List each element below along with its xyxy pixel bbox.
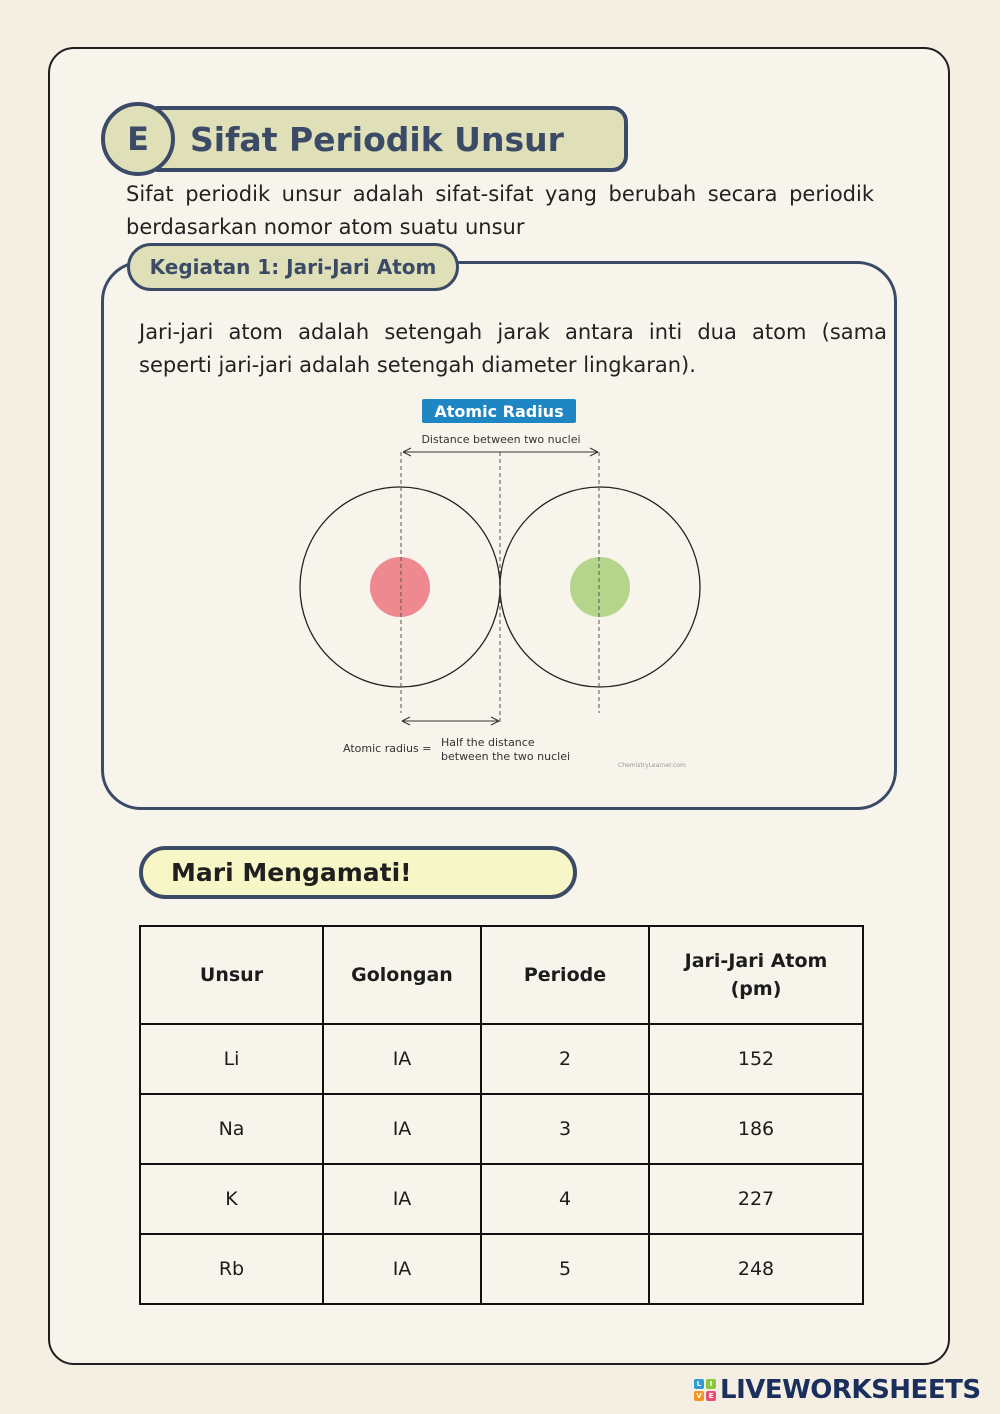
table-cell: 227 bbox=[649, 1164, 863, 1234]
table-row bbox=[140, 1234, 863, 1304]
atomic-radius-table bbox=[139, 925, 864, 1305]
table-cell: 152 bbox=[649, 1024, 863, 1094]
header-periode: Periode bbox=[481, 926, 649, 1024]
table-row bbox=[140, 1024, 863, 1094]
table-cell: 186 bbox=[649, 1094, 863, 1164]
table-cell: Li bbox=[140, 1024, 323, 1094]
table-cell: 4 bbox=[481, 1164, 649, 1234]
section-letter-badge: E bbox=[101, 102, 175, 176]
table-cell: IA bbox=[323, 1234, 481, 1304]
table-cell: 3 bbox=[481, 1094, 649, 1164]
table-cell: 5 bbox=[481, 1234, 649, 1304]
liveworksheets-logo[interactable] bbox=[694, 1374, 981, 1406]
table-row bbox=[140, 1094, 863, 1164]
observe-label bbox=[139, 846, 577, 899]
table-cell: Na bbox=[140, 1094, 323, 1164]
header-jari-jari bbox=[649, 926, 863, 1024]
section-title-text: Sifat Periodik Unsur bbox=[190, 119, 564, 159]
right-nucleus bbox=[570, 557, 630, 617]
table-row bbox=[140, 1164, 863, 1234]
header-jari-jari-line1: Jari-Jari Atom bbox=[684, 950, 828, 972]
activity-label: Kegiatan 1: Jari-Jari Atom bbox=[127, 243, 459, 291]
header-golongan: Golongan bbox=[323, 926, 481, 1024]
table-header-row bbox=[140, 926, 863, 1024]
figure-bottom-label: Atomic radius = bbox=[343, 742, 432, 755]
observe-label-text: Mari Mengamati! bbox=[171, 858, 412, 887]
intro-paragraph: Sifat periodik unsur adalah sifat-sifat yang berubah secara periodik berdasarkan nomor atom suatu unsur bbox=[126, 182, 874, 239]
atomic-radius-figure bbox=[290, 395, 720, 775]
table-cell: IA bbox=[323, 1164, 481, 1234]
table-cell: K bbox=[140, 1164, 323, 1234]
figure-bottom-desc-1: Half the distance bbox=[441, 736, 535, 749]
brand-name: LIVEWORKSHEETS bbox=[720, 1375, 981, 1405]
figure-bottom-desc-2: between the two nuclei bbox=[441, 750, 571, 763]
table-cell: Rb bbox=[140, 1234, 323, 1304]
brand-logo-icon: L I V E bbox=[694, 1379, 716, 1401]
figure-title: Atomic Radius bbox=[434, 402, 564, 421]
header-unsur: Unsur bbox=[140, 926, 323, 1024]
figure-credit: ChemistryLearner.com bbox=[618, 762, 686, 769]
section-title bbox=[156, 106, 628, 172]
table-cell: IA bbox=[323, 1094, 481, 1164]
table-cell: 2 bbox=[481, 1024, 649, 1094]
activity-paragraph: Jari-jari atom adalah setengah jarak antara inti dua atom (sama seperti jari-jari adalah setengah diameter lingkaran). bbox=[139, 320, 887, 377]
header-jari-jari-line2: (pm) bbox=[730, 978, 782, 1000]
left-nucleus bbox=[370, 557, 430, 617]
table-cell: IA bbox=[323, 1024, 481, 1094]
table-cell: 248 bbox=[649, 1234, 863, 1304]
figure-top-label: Distance between two nuclei bbox=[421, 433, 581, 446]
